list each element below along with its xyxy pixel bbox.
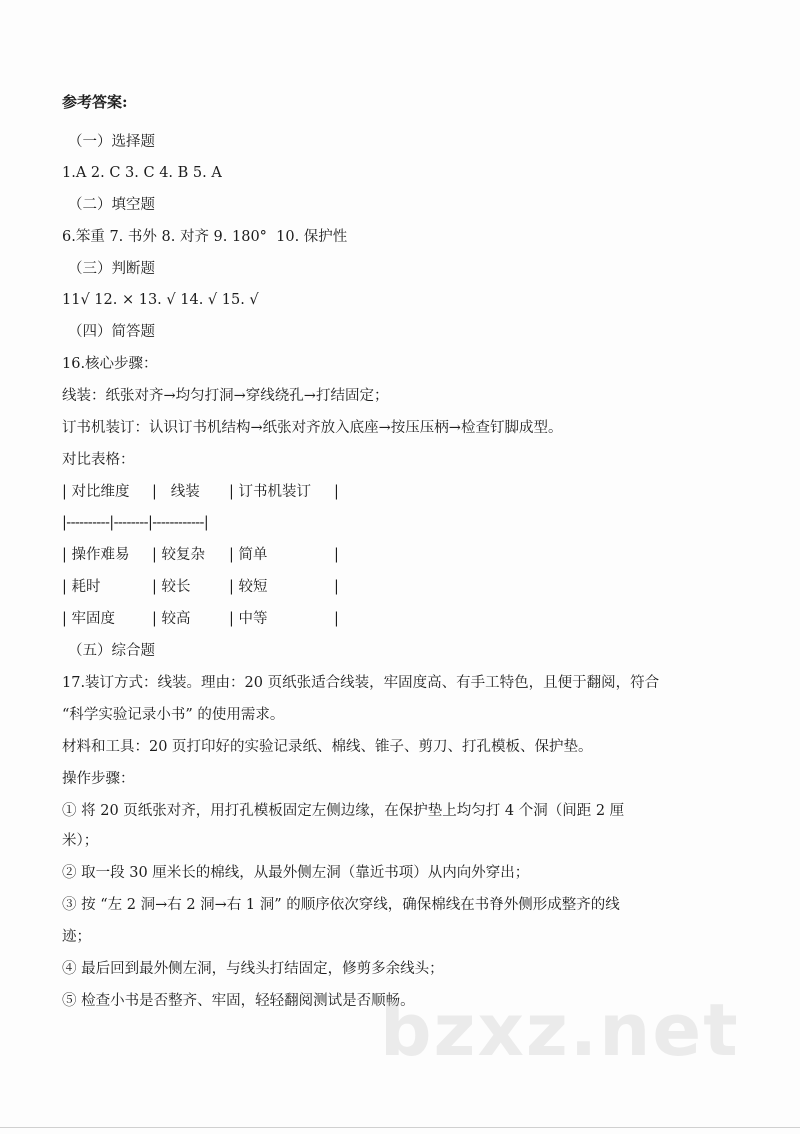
section-heading-choice: （一）选择题 — [68, 134, 155, 150]
q17-line-2: “科学实验记录小书” 的使用需求。 — [62, 707, 285, 723]
table-intro: 对比表格： — [62, 452, 135, 468]
q17-line-1: 17.装订方式：线装。理由：20 页纸张适合线装，牢固度高、有手工特色，且便于翻阅，符合 — [62, 675, 660, 691]
step-2: ② 取一段 30 厘米长的棉线，从最外侧左洞（靠近书项）从内向外穿出； — [62, 865, 530, 881]
fill-answers: 6.笨重 7. 书外 8. 对齐 9. 180° 10. 保护性 — [62, 229, 348, 245]
q16-stapler-binding: 订书机装订：认识订书机结构→纸张对齐放入底座→按压压柄→检查钉脚成型。 — [62, 420, 563, 436]
table-header-cell: | 订书机装订 — [229, 484, 311, 500]
page-bottom-divider — [0, 1127, 800, 1128]
table-cell: | 较短 — [229, 579, 268, 595]
section-heading-short: （四）简答题 — [68, 324, 155, 340]
table-cell: | 较高 — [152, 611, 191, 627]
choice-answers: 1.A 2. C 3. C 4. B 5. A — [62, 165, 222, 181]
table-cell: | 较长 — [152, 579, 191, 595]
q16-title: 16.核心步骤： — [62, 356, 158, 372]
step-3-line-1: ③ 按 “左 2 洞→右 2 洞→右 1 洞” 的顺序依次穿线，确保棉线在书脊外侧形成整齐的线 — [62, 897, 620, 913]
step-1-line-2: 米）； — [62, 833, 99, 849]
watermark: bzxz.net — [380, 988, 740, 1072]
table-cell: | 中等 — [229, 611, 268, 627]
page-title: 参考答案: — [62, 93, 128, 111]
steps-label: 操作步骤： — [62, 771, 135, 787]
table-header-cell: | 线装 — [152, 484, 200, 500]
table-cell: | — [334, 547, 339, 563]
table-cell: | — [334, 611, 339, 627]
step-3-line-2: 迹； — [62, 929, 91, 945]
table-cell: | 牢固度 — [62, 611, 115, 627]
table-cell: | 简单 — [229, 547, 268, 563]
table-cell: | 操作难易 — [62, 547, 130, 563]
table-header-cell: | — [334, 484, 339, 500]
section-heading-comprehensive: （五）综合题 — [68, 643, 155, 659]
materials-line: 材料和工具：20 页打印好的实验记录纸、棉线、锥子、剪刀、打孔模板、保护垫。 — [62, 739, 593, 755]
judge-answers: 11√ 12. × 13. √ 14. √ 15. √ — [62, 292, 259, 308]
q16-thread-binding: 线装：纸张对齐→均匀打洞→穿线绕孔→打结固定； — [62, 388, 389, 404]
step-1-line-1: ① 将 20 页纸张对齐，用打孔模板固定左侧边缘，在保护垫上均匀打 4 个洞（间距 2 厘 — [62, 803, 625, 819]
table-cell: | 耗时 — [62, 579, 101, 595]
step-4: ④ 最后回到最外侧左洞，与线头打结固定，修剪多余线头； — [62, 961, 444, 977]
section-heading-judge: （三）判断题 — [68, 261, 155, 277]
section-heading-fill: （二）填空题 — [68, 197, 155, 213]
step-5: ⑤ 检查小书是否整齐、牢固，轻轻翻阅测试是否顺畅。 — [62, 993, 415, 1009]
table-cell: | — [334, 579, 339, 595]
table-header-cell: | 对比维度 — [62, 484, 130, 500]
table-separator: |----------|--------|------------| — [62, 515, 209, 531]
table-cell: | 较复杂 — [152, 547, 205, 563]
